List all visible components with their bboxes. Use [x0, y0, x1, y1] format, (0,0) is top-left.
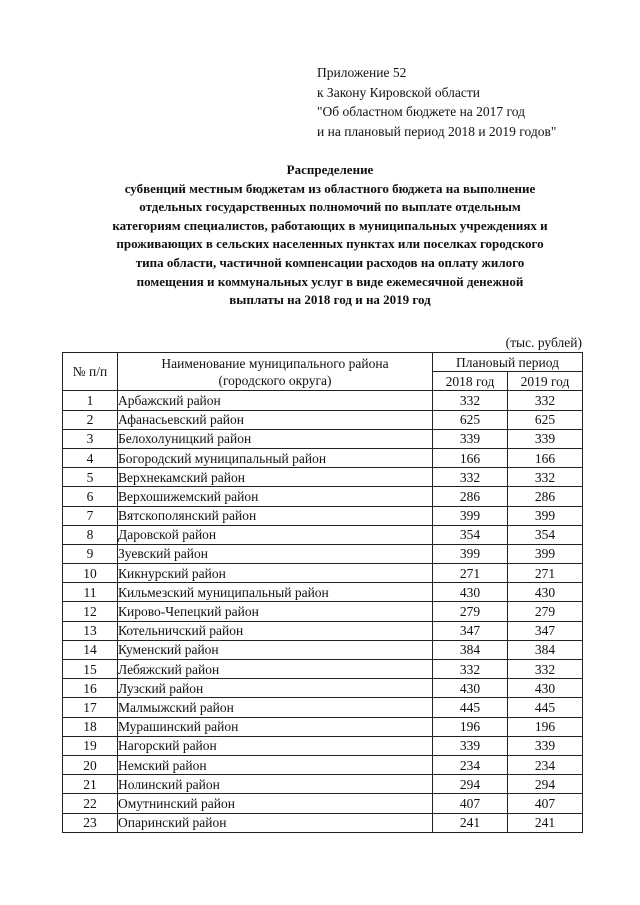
value-2018: 166: [433, 448, 508, 467]
appendix-line: "Об областном бюджете на 2017 год: [317, 104, 525, 119]
district-name: Куменский район: [118, 640, 433, 659]
district-name: Верхнекамский район: [118, 468, 433, 487]
table-header-row: [63, 353, 583, 372]
header-year-2019: 2019 год: [508, 372, 583, 391]
row-number: 22: [63, 794, 118, 813]
district-name: Зуевский район: [118, 544, 433, 563]
header-name-line2: (городского округа): [218, 372, 332, 388]
table-row: [63, 794, 583, 813]
document-heading: [40, 161, 620, 310]
table-row: [63, 506, 583, 525]
district-name: Даровской район: [118, 525, 433, 544]
value-2018: 430: [433, 679, 508, 698]
district-name: Вятскополянский район: [118, 506, 433, 525]
row-number: 10: [63, 564, 118, 583]
appendix-block: [317, 63, 617, 141]
district-name: Кикнурский район: [118, 564, 433, 583]
table-row: [63, 679, 583, 698]
row-number: 5: [63, 468, 118, 487]
district-name: Белохолуницкий район: [118, 429, 433, 448]
row-number: 18: [63, 717, 118, 736]
value-2019: 166: [508, 448, 583, 467]
value-2018: 279: [433, 602, 508, 621]
value-2018: 407: [433, 794, 508, 813]
row-number: 9: [63, 544, 118, 563]
district-name: Лузский район: [118, 679, 433, 698]
district-name: Богородский муниципальный район: [118, 448, 433, 467]
value-2018: 286: [433, 487, 508, 506]
row-number: 21: [63, 775, 118, 794]
row-number: 17: [63, 698, 118, 717]
district-name: Лебяжский район: [118, 660, 433, 679]
row-number: 14: [63, 640, 118, 659]
row-number: 23: [63, 813, 118, 832]
subvention-table: [62, 352, 583, 833]
value-2019: 234: [508, 755, 583, 774]
value-2018: 354: [433, 525, 508, 544]
value-2018: 196: [433, 717, 508, 736]
value-2019: 399: [508, 506, 583, 525]
row-number: 13: [63, 621, 118, 640]
row-number: 2: [63, 410, 118, 429]
heading-line: проживающих в сельских населенных пунктах или поселках городского: [116, 236, 544, 252]
heading-line: типа области, частичной компенсации расходов на оплату жилого: [135, 254, 525, 270]
table-body: [63, 391, 583, 832]
table-row: [63, 640, 583, 659]
row-number: 11: [63, 583, 118, 602]
district-name: Нагорский район: [118, 736, 433, 755]
value-2019: 399: [508, 544, 583, 563]
row-number: 20: [63, 755, 118, 774]
row-number: 15: [63, 660, 118, 679]
heading-line: отдельных государственных полномочий по выплате отдельным: [139, 199, 521, 215]
value-2018: 384: [433, 640, 508, 659]
value-2019: 625: [508, 410, 583, 429]
district-name: Опаринский район: [118, 813, 433, 832]
value-2018: 294: [433, 775, 508, 794]
value-2019: 347: [508, 621, 583, 640]
row-number: 1: [63, 391, 118, 410]
heading-line: помещения и коммунальных услуг в виде ежемесячной денежной: [136, 273, 524, 289]
value-2019: 286: [508, 487, 583, 506]
table-row: [63, 487, 583, 506]
appendix-line: к Закону Кировской области: [317, 84, 481, 100]
table-row: [63, 525, 583, 544]
table-row: [63, 410, 583, 429]
table-row: [63, 468, 583, 487]
district-name: Кильмезский муниципальный район: [118, 583, 433, 602]
row-number: 6: [63, 487, 118, 506]
heading-line: выплаты на 2018 год и на 2019 год: [229, 292, 431, 308]
row-number: 8: [63, 525, 118, 544]
value-2018: 332: [433, 468, 508, 487]
table-row: [63, 621, 583, 640]
table-row: [63, 391, 583, 410]
table-row: [63, 583, 583, 602]
table-row: [63, 602, 583, 621]
value-2019: 271: [508, 564, 583, 583]
heading-line: категориям специалистов, работающих в муниципальных учреждениях и: [112, 217, 548, 233]
value-2018: 332: [433, 660, 508, 679]
header-name: [118, 353, 433, 391]
value-2019: 354: [508, 525, 583, 544]
value-2018: 234: [433, 755, 508, 774]
value-2018: 347: [433, 621, 508, 640]
header-num: № п/п: [63, 353, 118, 391]
value-2019: 339: [508, 429, 583, 448]
value-2019: 279: [508, 602, 583, 621]
value-2019: 196: [508, 717, 583, 736]
value-2019: 294: [508, 775, 583, 794]
table-row: [63, 544, 583, 563]
district-name: Верхошижемский район: [118, 487, 433, 506]
value-2019: 332: [508, 660, 583, 679]
district-name: Немский район: [118, 755, 433, 774]
value-2018: 339: [433, 429, 508, 448]
value-2018: 339: [433, 736, 508, 755]
table-row: [63, 775, 583, 794]
value-2018: 271: [433, 564, 508, 583]
row-number: 16: [63, 679, 118, 698]
table-row: [63, 755, 583, 774]
value-2019: 445: [508, 698, 583, 717]
value-2018: 445: [433, 698, 508, 717]
district-name: Афанасьевский район: [118, 410, 433, 429]
appendix-line: Приложение 52: [317, 65, 407, 80]
table-row: [63, 717, 583, 736]
value-2019: 332: [508, 468, 583, 487]
value-2018: 399: [433, 506, 508, 525]
appendix-line: и на плановый период 2018 и 2019 годов": [317, 123, 557, 139]
district-name: Омутнинский район: [118, 794, 433, 813]
row-number: 7: [63, 506, 118, 525]
value-2019: 339: [508, 736, 583, 755]
value-2019: 407: [508, 794, 583, 813]
district-name: Арбажский район: [118, 391, 433, 410]
district-name: Мурашинский район: [118, 717, 433, 736]
row-number: 3: [63, 429, 118, 448]
table-row: [63, 698, 583, 717]
value-2018: 332: [433, 391, 508, 410]
district-name: Малмыжский район: [118, 698, 433, 717]
table-row: [63, 564, 583, 583]
value-2019: 241: [508, 813, 583, 832]
heading-line: субвенций местным бюджетам из областного бюджета на выполнение: [124, 180, 536, 196]
header-year-2018: 2018 год: [433, 372, 508, 391]
table-row: [63, 660, 583, 679]
district-name: Нолинский район: [118, 775, 433, 794]
table-row: [63, 448, 583, 467]
value-2018: 399: [433, 544, 508, 563]
table-row: [63, 429, 583, 448]
row-number: 19: [63, 736, 118, 755]
value-2019: 430: [508, 583, 583, 602]
value-2018: 625: [433, 410, 508, 429]
header-name-line1: Наименование муниципального района: [161, 355, 389, 371]
header-period: Плановый период: [433, 353, 583, 372]
row-number: 4: [63, 448, 118, 467]
value-2019: 384: [508, 640, 583, 659]
table-row: [63, 736, 583, 755]
units-label: (тыс. рублей): [505, 335, 582, 350]
district-name: Кирово-Чепецкий район: [118, 602, 433, 621]
value-2018: 241: [433, 813, 508, 832]
table-row: [63, 813, 583, 832]
district-name: Котельничский район: [118, 621, 433, 640]
value-2019: 332: [508, 391, 583, 410]
value-2018: 430: [433, 583, 508, 602]
row-number: 12: [63, 602, 118, 621]
value-2019: 430: [508, 679, 583, 698]
heading-line: Распределение: [286, 162, 374, 177]
